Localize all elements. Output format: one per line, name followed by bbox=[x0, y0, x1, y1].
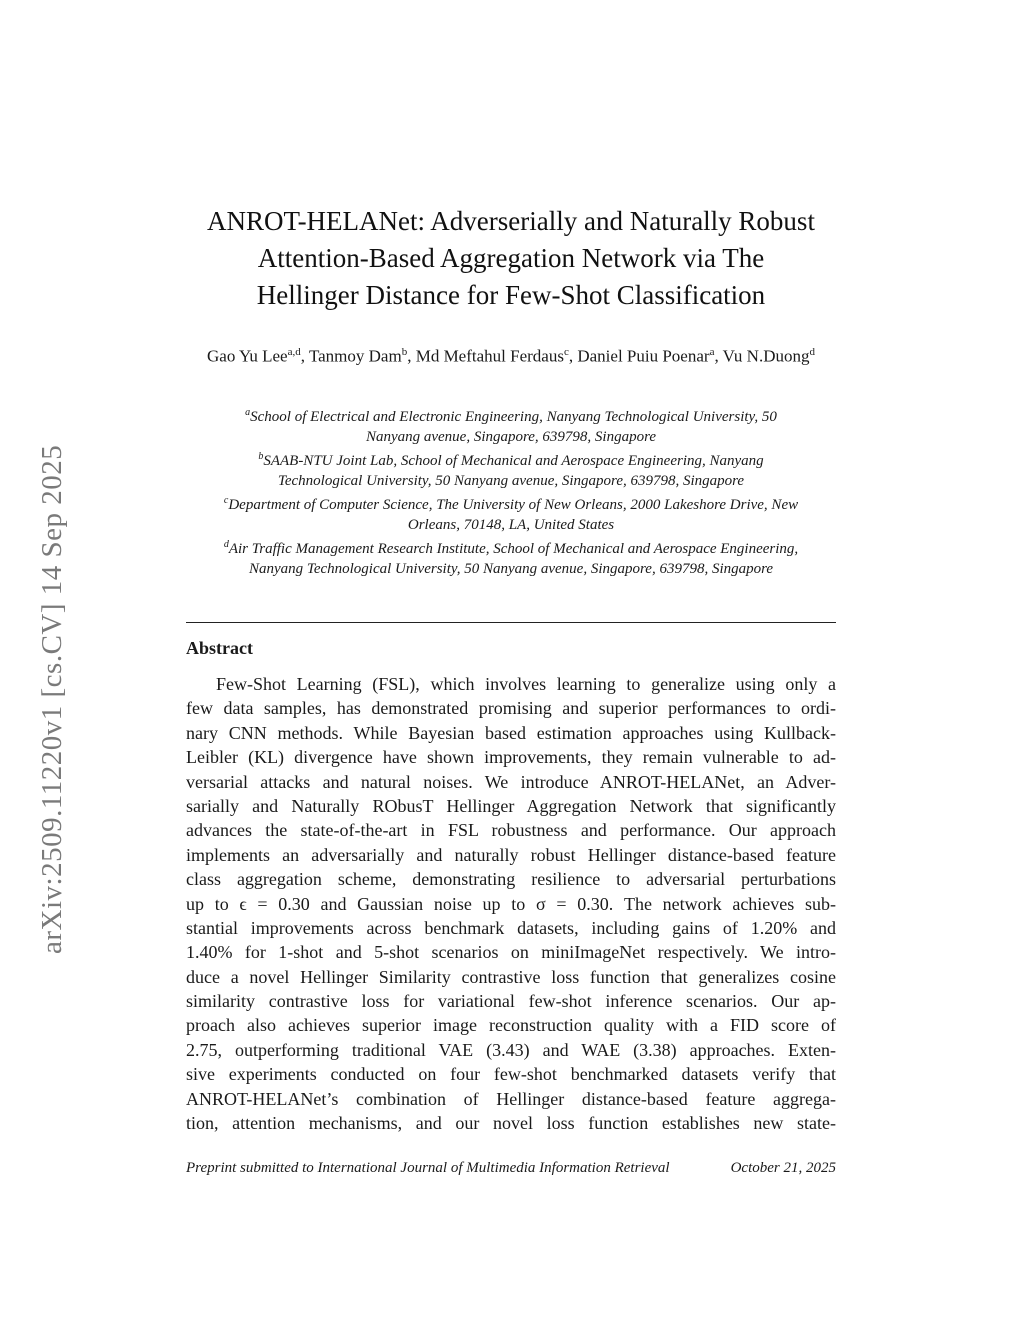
abstract-line: Few-Shot Learning (FSL), which involves learning to generalize using only a bbox=[216, 674, 836, 694]
abstract-line: few data samples, has demonstrated promising and superior performances to ordi- bbox=[186, 698, 836, 719]
author-list: Gao Yu Lee$^{a,d}$, Tanmoy Dam$^b$, Md Meftahul Ferdaus$^c$, Daniel Puiu Poenar$^a$, Vu N.Duong$^d$ bbox=[207, 346, 815, 366]
author-affiliation-mark: a bbox=[709, 346, 715, 358]
preprint-date: October 21, 2025 bbox=[730, 1160, 836, 1176]
abstract-line: class aggregation scheme, demonstrating resilience to adversarial perturbations bbox=[186, 869, 836, 890]
affiliation-text: School of Electrical and Electronic Engineering, Nanyang Technological University, 50 bbox=[250, 409, 777, 425]
affiliation-text: Air Traffic Management Research Institute, School of Mechanical and Aerospace Engineering, bbox=[228, 541, 799, 557]
abstract-line: 2.75, outperforming traditional VAE (3.43) and WAE (3.38) approaches. Exten- bbox=[186, 1039, 836, 1060]
abstract-line: duce a novel Hellinger Similarity contrastive loss function that generalizes cosine bbox=[186, 966, 836, 987]
affiliation-continued: Nanyang avenue, Singapore, 639798, Singapore bbox=[365, 429, 657, 445]
affiliation-mark: c bbox=[223, 495, 229, 506]
affiliation-mark: b bbox=[258, 451, 264, 462]
section-divider bbox=[186, 622, 836, 623]
arxiv-side-stamp: arXiv:2509.11220v1 [cs.CV] 14 Sep 2025 bbox=[36, 444, 68, 954]
affiliation-continued: Technological University, 50 Nanyang avenue, Singapore, 639798, Singapore bbox=[277, 473, 745, 489]
author-affiliation-mark: a,d bbox=[287, 346, 301, 358]
abstract-line: advances the state-of-the-art in FSL robustness and performance. Our approach bbox=[186, 820, 836, 841]
author-name: Md Meftahul Ferdaus bbox=[415, 346, 564, 366]
abstract-line: Leibler (KL) divergence have shown improvements, they remain vulnerable to ad- bbox=[186, 747, 836, 768]
preprint-footer bbox=[186, 1160, 836, 1177]
author-affiliation-mark: c bbox=[563, 346, 569, 358]
title-line: Hellinger Distance for Few-Shot Classification bbox=[256, 280, 766, 310]
abstract-heading: Abstract bbox=[186, 638, 253, 658]
author-affiliation-mark: d bbox=[809, 346, 815, 358]
abstract-line: proach also achieves superior image reconstruction quality with a FID score of bbox=[186, 1015, 836, 1036]
abstract-line: up to ϵ = 0.30 and Gaussian noise up to σ = 0.30. The network achieves sub- bbox=[186, 893, 836, 914]
affiliation bbox=[186, 447, 836, 471]
affiliation-list bbox=[186, 403, 836, 579]
title-line: ANROT-HELANet: Adverserially and Naturally Robust bbox=[207, 206, 815, 236]
author-name: Gao Yu Lee bbox=[207, 346, 288, 366]
affiliation-mark: a bbox=[245, 407, 251, 418]
author-name: Daniel Puiu Poenar bbox=[577, 346, 710, 366]
preprint-note: Preprint submitted to International Journal of Multimedia Information Retrieval bbox=[186, 1160, 670, 1176]
paper-title bbox=[186, 203, 836, 314]
abstract-body bbox=[186, 672, 836, 1135]
abstract-line: nary CNN methods. While Bayesian based estimation approaches using Kullback- bbox=[186, 722, 836, 743]
abstract-line: 1.40% for 1-shot and 5-shot scenarios on miniImageNet respectively. We intro- bbox=[186, 942, 836, 963]
abstract-line: sive experiments conducted on four few-shot benchmarked datasets verify that bbox=[186, 1064, 836, 1085]
affiliation-mark: d bbox=[223, 539, 229, 550]
affiliation-continued: Orleans, 70148, LA, United States bbox=[407, 517, 615, 533]
affiliation-text: Department of Computer Science, The University of New Orleans, 2000 Lakeshore Drive, New bbox=[228, 497, 799, 513]
affiliation-text: SAAB-NTU Joint Lab, School of Mechanical and Aerospace Engineering, Nanyang bbox=[263, 453, 764, 469]
author-name: Tanmoy Dam bbox=[308, 346, 402, 366]
abstract-line: stantial improvements across benchmark datasets, including gains of 1.20% and bbox=[186, 917, 836, 938]
abstract-line: versarial attacks and natural noises. We introduce ANROT-HELANet, an Adver- bbox=[186, 771, 836, 792]
title-line: Attention-Based Aggregation Network via The bbox=[257, 243, 765, 273]
abstract-line: tion, attention mechanisms, and our novel loss function establishes new state- bbox=[186, 1113, 836, 1134]
affiliation bbox=[186, 403, 836, 427]
abstract-line: implements an adversarially and naturally robust Hellinger distance-based feature bbox=[186, 844, 836, 865]
abstract-line: ANROT-HELANet’s combination of Hellinger distance-based feature aggrega- bbox=[186, 1088, 836, 1109]
author-name: Vu N.Duong bbox=[722, 346, 810, 366]
abstract-line: sarially and Naturally RObusT Hellinger Aggregation Network that significantly bbox=[186, 795, 836, 816]
abstract-line: similarity contrastive loss for variational few-shot inference scenarios. Our ap- bbox=[186, 991, 836, 1012]
affiliation bbox=[186, 491, 836, 515]
author-affiliation-mark: b bbox=[401, 346, 408, 358]
affiliation bbox=[186, 535, 836, 559]
affiliation-continued: Nanyang Technological University, 50 Nanyang avenue, Singapore, 639798, Singapore bbox=[248, 561, 774, 577]
